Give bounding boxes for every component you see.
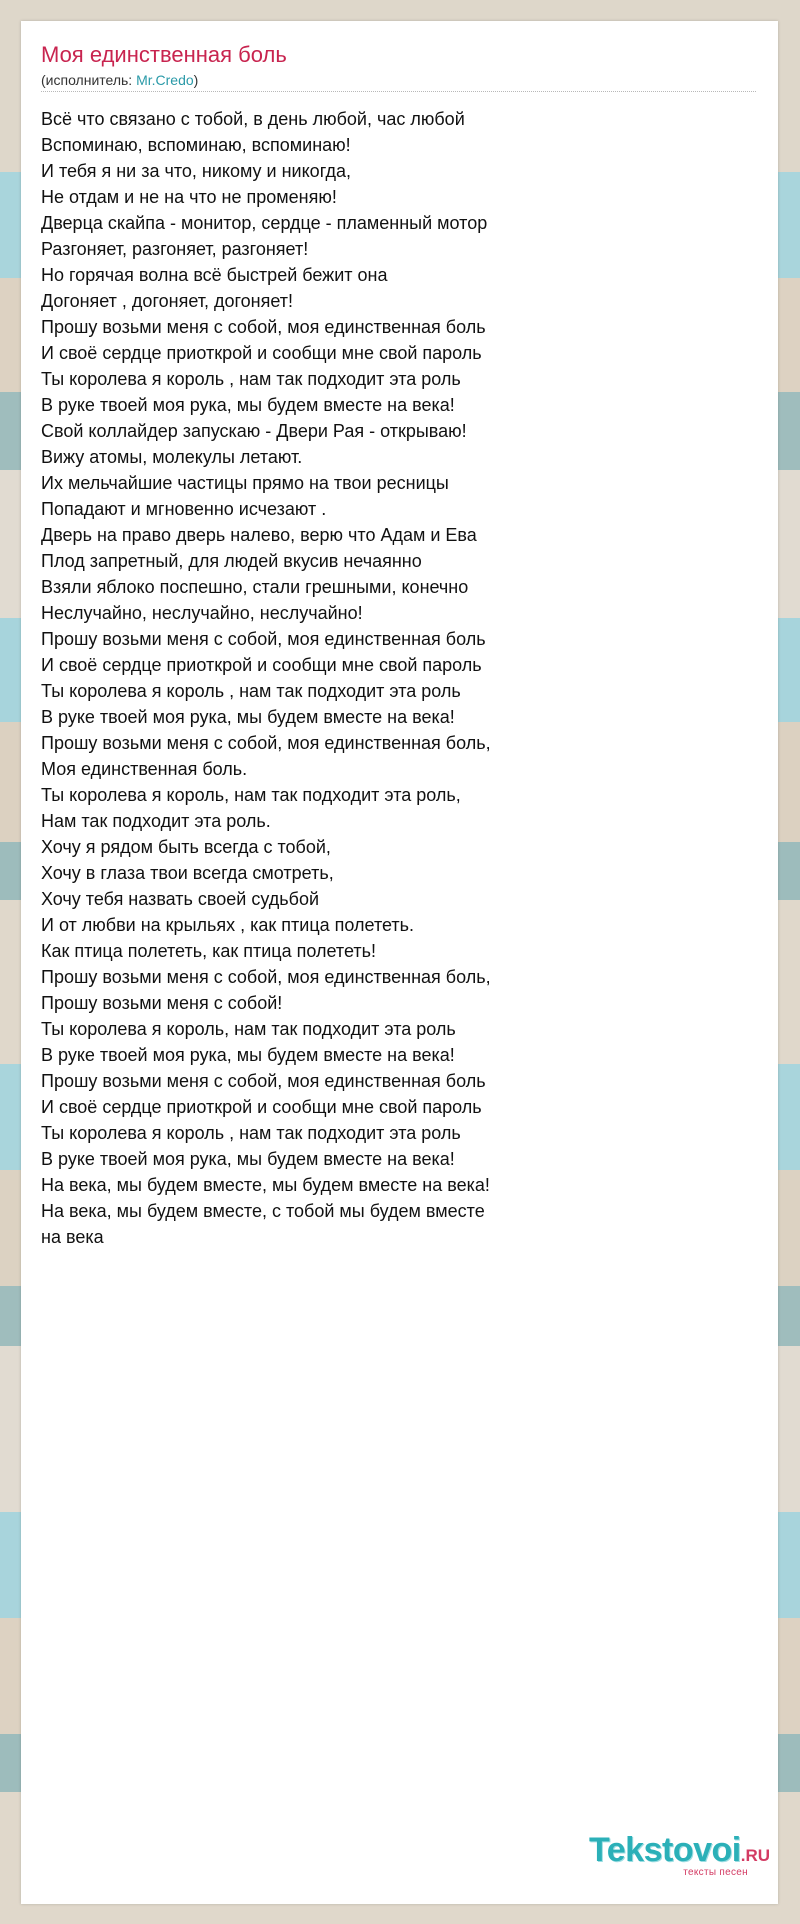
lyric-line: В руке твоей моя рука, мы будем вместе на века! (41, 395, 455, 415)
lyric-line: Прошу возьми меня с собой, моя единственная боль (41, 317, 486, 337)
performer-line (41, 71, 756, 89)
performer-prefix: (исполнитель: (41, 72, 137, 88)
lyric-line: Попадают и мгновенно исчезают . (41, 499, 327, 519)
lyric-line: Но горячая волна всё быстрей бежит она (41, 265, 388, 285)
lyric-line: Прошу возьми меня с собой, моя единственная боль (41, 629, 486, 649)
song-header (41, 41, 756, 92)
performer-suffix: ) (193, 72, 199, 88)
lyric-line: Прошу возьми меня с собой, моя единственная боль, (41, 733, 491, 753)
lyric-line: Плод запретный, для людей вкусив нечаянно (41, 551, 422, 571)
lyric-line: Догоняет , догоняет, догоняет! (41, 291, 294, 311)
header-divider (41, 91, 756, 92)
lyric-line: Ты королева я король , нам так подходит эта роль (41, 681, 461, 701)
lyric-line: Прошу возьми меня с собой, моя единственная боль, (41, 967, 491, 987)
lyric-line: Ты королева я король, нам так подходит эта роль (41, 1019, 456, 1039)
lyric-line: Хочу в глаза твои всегда смотреть, (41, 863, 334, 883)
lyric-line: Свой коллайдер запускаю - Двери Рая - открываю! (41, 421, 467, 441)
lyric-line: В руке твоей моя рука, мы будем вместе на века! (41, 1045, 455, 1065)
lyric-line: Их мельчайшие частицы прямо на твои ресницы (41, 473, 449, 493)
lyric-line: Ты королева я король , нам так подходит эта роль (41, 1123, 461, 1143)
lyric-line: Ты королева я король, нам так подходит эта роль, (41, 785, 461, 805)
lyric-line: Дверца скайпа - монитор, сердце - пламенный мотор (41, 213, 488, 233)
lyric-line: Хочу тебя назвать своей судьбой (41, 889, 320, 909)
performer-link[interactable]: Mr.Credo (136, 72, 194, 88)
lyric-line: Ты королева я король , нам так подходит эта роль (41, 369, 461, 389)
song-title: Моя единственная боль (41, 42, 287, 67)
lyric-line: Разгоняет, разгоняет, разгоняет! (41, 239, 309, 259)
lyric-line: И своё сердце приоткрой и сообщи мне свой пароль (41, 343, 482, 363)
lyric-line: Дверь на право дверь налево, верю что Адам и Ева (41, 525, 477, 545)
lyric-line: Вижу атомы, молекулы летают. (41, 447, 303, 467)
lyric-line: Взяли яблоко поспешно, стали грешными, конечно (41, 577, 469, 597)
lyric-line: Прошу возьми меня с собой, моя единственная боль (41, 1071, 486, 1091)
lyric-line: Прошу возьми меня с собой! (41, 993, 283, 1013)
lyric-line: И от любви на крыльях , как птица полететь. (41, 915, 415, 935)
logo-wordmark: Tekstovoi (589, 1831, 741, 1869)
lyric-line: Хочу я рядом быть всегда с тобой, (41, 837, 331, 857)
lyrics-text (41, 106, 491, 1250)
lyric-line: Не отдам и не на что не променяю! (41, 187, 337, 207)
lyric-line: В руке твоей моя рука, мы будем вместе на века! (41, 707, 455, 727)
lyric-line: Всё что связано с тобой, в день любой, час любой (41, 109, 465, 129)
lyric-line: И своё сердце приоткрой и сообщи мне свой пароль (41, 1097, 482, 1117)
content-panel (21, 21, 778, 1904)
logo-tagline: тексты песен (683, 1867, 748, 1878)
lyric-line: Моя единственная боль. (41, 759, 248, 779)
lyric-line: Как птица полететь, как птица полететь! (41, 941, 376, 961)
logo-domain-suffix: .RU (740, 1846, 770, 1865)
lyric-line: Нам так подходит эта роль. (41, 811, 271, 831)
lyric-line: И своё сердце приоткрой и сообщи мне свой пароль (41, 655, 482, 675)
lyric-line: На века, мы будем вместе, с тобой мы будем вместе на века (41, 1201, 485, 1247)
lyric-line: В руке твоей моя рука, мы будем вместе на века! (41, 1149, 455, 1169)
lyric-line: Вспоминаю, вспоминаю, вспоминаю! (41, 135, 351, 155)
lyric-line: На века, мы будем вместе, мы будем вместе на века! (41, 1175, 490, 1195)
site-logo[interactable] (589, 1833, 770, 1878)
lyric-line: Неслучайно, неслучайно, неслучайно! (41, 603, 363, 623)
lyric-line: И тебя я ни за что, никому и никогда, (41, 161, 351, 181)
